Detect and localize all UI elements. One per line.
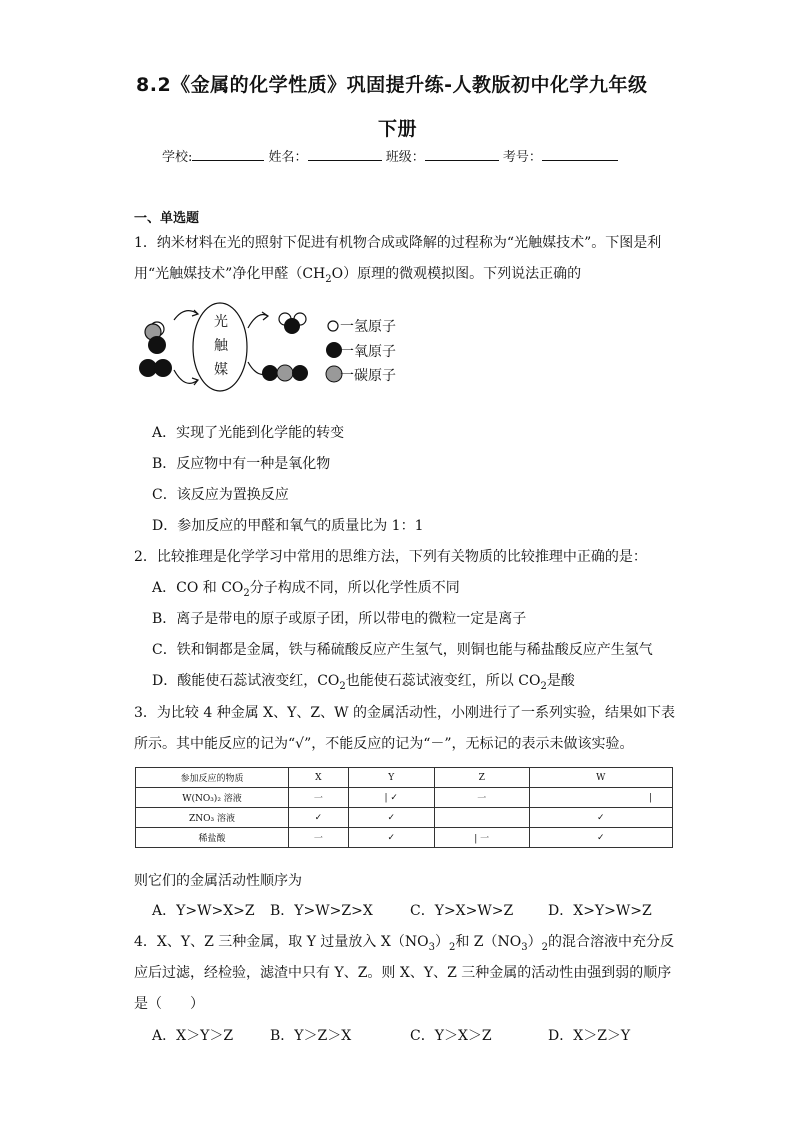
q4-stem-line1: 4．X、Y、Z 三种金属，取 Y 过量放入 $X(NO_3)_2$和 $Z(NO_3)_2$的混合溶液中充分反	[134, 934, 674, 953]
table-cell: 稀盐酸	[136, 828, 289, 848]
table-header: W	[529, 768, 672, 788]
table-cell: W(NO₃)₂ 溶液	[136, 788, 289, 808]
page-title: 8.2《金属的化学性质》巩固提升练-人教版初中化学九年级	[136, 74, 648, 96]
catalyst-char-2: 触	[214, 338, 228, 354]
formaldehyde-molecule	[145, 322, 166, 354]
q1-stem-line2: 用“光触媒技术”净化甲醛$(CH_2O)$原理的微观模拟图。下列说法正确的	[134, 266, 582, 285]
q3-stem-line1: 3．为比较 4 种金属 X、Y、Z、W 的金属活动性，小刚进行了一系列实验，结果如下表	[134, 705, 675, 721]
q3-option-d[interactable]: D．X>Y>W>Z	[548, 903, 652, 919]
q2-option-a[interactable]: A．CO 和 $CO_2$分子构成不同，所以化学性质不同	[152, 580, 460, 599]
student-info	[162, 146, 618, 165]
q4-stem-line2: 应后过滤，经检验，滤渣中只有 Y、Z。则 X、Y、Z 三种金属的活动性由强到弱的顺序	[134, 965, 672, 981]
catalyst-char-3: 媒	[214, 362, 228, 378]
q2-stem: 2．比较推理是化学学习中常用的思维方法，下列有关物质的比较推理中正确的是：	[134, 549, 647, 565]
q3-option-c[interactable]: C．Y>X>W>Z	[410, 903, 514, 919]
q1-option-c[interactable]: C．该反应为置换反应	[152, 487, 289, 503]
table-cell	[434, 808, 529, 828]
table-cell: ✓	[289, 808, 349, 828]
table-cell: |	[529, 788, 672, 808]
school-label: 学校:	[162, 150, 193, 165]
class-label: 班级：	[385, 150, 425, 165]
q1-option-b[interactable]: B．反应物中有一种是氧化物	[152, 456, 331, 472]
q4-stem-line3: 是（ ）	[134, 996, 204, 1012]
water-molecule	[279, 313, 306, 334]
name-label: 姓名：	[268, 150, 308, 165]
q3-option-b[interactable]: B．Y>W>Z>X	[270, 903, 373, 919]
table-header: 参加反应的物质	[136, 768, 289, 788]
table-header-row	[136, 768, 673, 788]
table-cell: 一	[289, 788, 349, 808]
section-heading: 一、单选题	[134, 211, 200, 226]
experiment-table	[135, 767, 673, 848]
table-cell: 一	[289, 828, 349, 848]
legend-hydrogen: 一氢原子	[340, 319, 396, 335]
q4-option-a[interactable]: A．X＞Y＞Z	[152, 1028, 234, 1044]
class-field[interactable]	[425, 147, 499, 161]
table-cell: | 一	[434, 828, 529, 848]
school-field[interactable]	[192, 147, 264, 161]
q1-option-d[interactable]: D．参加反应的甲醛和氧气的质量比为 1：1	[152, 518, 424, 534]
legend-oxygen: 一氧原子	[340, 344, 396, 360]
q2-option-d[interactable]: D．酸能使石蕊试液变红，$CO_2$也能使石蕊试液变红，所以 $CO_2$是酸	[152, 673, 575, 692]
legend-carbon: 一碳原子	[340, 368, 396, 384]
table-cell: | ✓	[348, 788, 434, 808]
q1-option-a[interactable]: A．实现了光能到化学能的转变	[152, 425, 345, 441]
q2-option-b[interactable]: B．离子是带电的原子或原子团，所以带电的微粒一定是离子	[152, 611, 527, 627]
page-title-line2: 下册	[378, 118, 418, 140]
table-cell: ✓	[529, 808, 672, 828]
table-cell: ZNO₃ 溶液	[136, 808, 289, 828]
reaction-diagram	[130, 300, 420, 400]
table-row	[136, 788, 673, 808]
table-header: X	[289, 768, 349, 788]
table-row	[136, 828, 673, 848]
hydrogen-legend-icon	[328, 321, 338, 331]
q1-stem-line1: 1．纳米材料在光的照射下促进有机物合成或降解的过程称为“光触媒技术”。下图是利	[134, 235, 662, 251]
catalyst-char-1: 光	[214, 314, 228, 330]
q4-option-b[interactable]: B．Y＞Z＞X	[270, 1028, 352, 1044]
table-cell: 一	[434, 788, 529, 808]
carbon-dioxide-molecule	[262, 365, 308, 381]
number-label: 考号：	[502, 150, 542, 165]
q2-option-c[interactable]: C．铁和铜都是金属，铁与稀硫酸反应产生氢气，则铜也能与稀盐酸反应产生氢气	[152, 642, 653, 658]
q3-stem-line2: 所示。其中能反应的记为“√”，不能反应的记为“－”，无标记的表示未做该实验。	[134, 736, 634, 752]
table-header: Y	[348, 768, 434, 788]
table-row	[136, 808, 673, 828]
table-cell: ✓	[348, 808, 434, 828]
q4-option-d[interactable]: D．X＞Z＞Y	[548, 1028, 631, 1044]
table-header: Z	[434, 768, 529, 788]
table-cell: ✓	[348, 828, 434, 848]
q3-option-a[interactable]: A．Y>W>X>Z	[152, 903, 255, 919]
q4-option-c[interactable]: C．Y＞X＞Z	[410, 1028, 492, 1044]
name-field[interactable]	[308, 147, 382, 161]
arrow-icon	[174, 370, 198, 383]
oxygen-molecule-left	[139, 359, 172, 377]
arrow-icon	[248, 315, 268, 329]
q3-followup: 则它们的金属活动性顺序为	[134, 873, 302, 889]
table-cell: ✓	[529, 828, 672, 848]
number-field[interactable]	[542, 147, 618, 161]
